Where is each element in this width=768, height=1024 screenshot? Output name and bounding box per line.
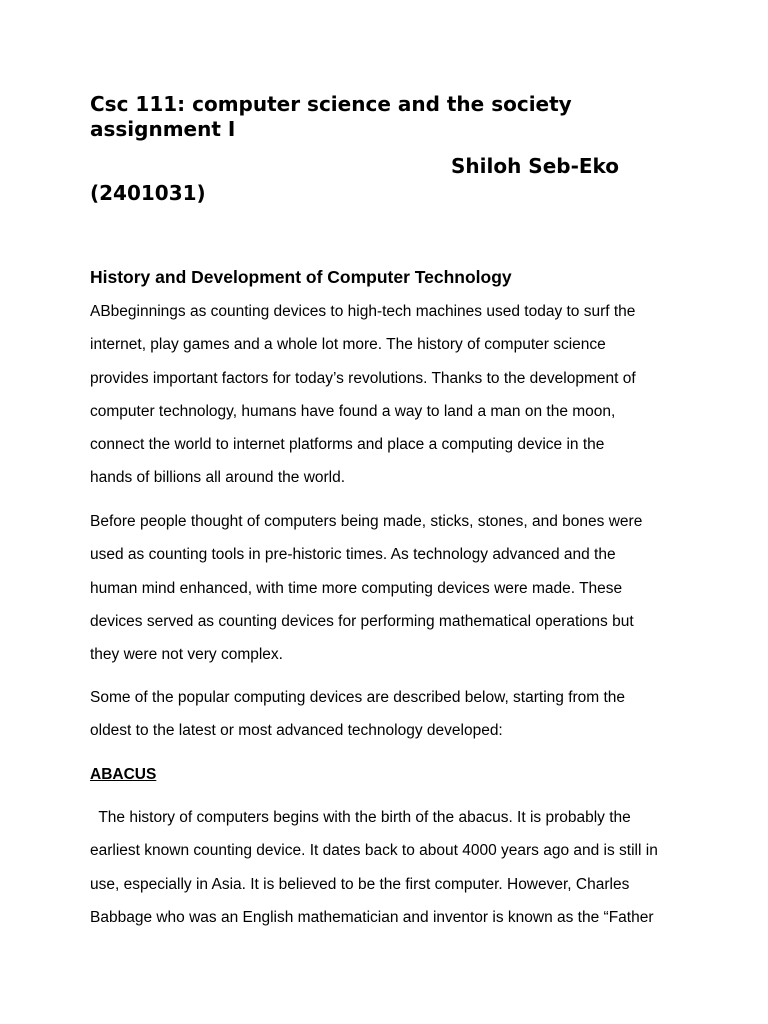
paragraph-line: devices served as counting devices for performing mathematical operations but — [90, 612, 634, 630]
author-name: Shiloh Seb-Eko — [451, 154, 620, 178]
document-title: Csc 111: computer science and the society assignment I — [90, 92, 572, 141]
paragraph-line: Some of the popular computing devices are described below, starting from the — [90, 689, 626, 706]
paragraph-line: The history of computers begins with the birth of the abacus. It is probably the — [90, 809, 631, 826]
subheading-abacus: ABACUS — [90, 766, 157, 783]
paragraph-line: they were not very complex. — [90, 646, 283, 664]
paragraph-line: Before people thought of computers being made, sticks, stones, and bones were — [90, 513, 643, 530]
paragraph-line: use, especially in Asia. It is believed to be the first computer. However, Charles — [90, 875, 630, 893]
student-id: (2401031) — [90, 181, 206, 205]
paragraph-line: hands of billions all around the world. — [90, 469, 346, 487]
paragraph-line: used as counting tools in pre-historic times. As technology advanced and the — [90, 546, 616, 564]
paragraph-abacus — [90, 801, 690, 934]
paragraph-line: connect the world to internet platforms and place a computing device in the — [90, 436, 605, 454]
section-heading: History and Development of Computer Technology — [90, 267, 512, 287]
paragraph-line: human mind enhanced, with time more computing devices were made. These — [90, 579, 623, 597]
paragraph-prehistoric — [90, 505, 690, 671]
paragraph-devices-intro — [90, 681, 690, 748]
paragraph-intro — [90, 295, 690, 495]
paragraph-line: oldest to the latest or most advanced technology developed: — [90, 722, 503, 740]
paragraph-line: provides important factors for today’s revolutions. Thanks to the development of — [90, 369, 636, 387]
paragraph-line: computer technology, humans have found a way to land a man on the moon, — [90, 402, 616, 420]
paragraph-line: Babbage who was an English mathematician and inventor is known as the “Father — [90, 908, 654, 926]
paragraph-line: internet, play games and a whole lot more. The history of computer science — [90, 336, 606, 354]
paragraph-line: ABbeginnings as counting devices to high-tech machines used today to surf the — [90, 303, 636, 320]
paragraph-line: earliest known counting device. It dates back to about 4000 years ago and is still in — [90, 842, 658, 860]
